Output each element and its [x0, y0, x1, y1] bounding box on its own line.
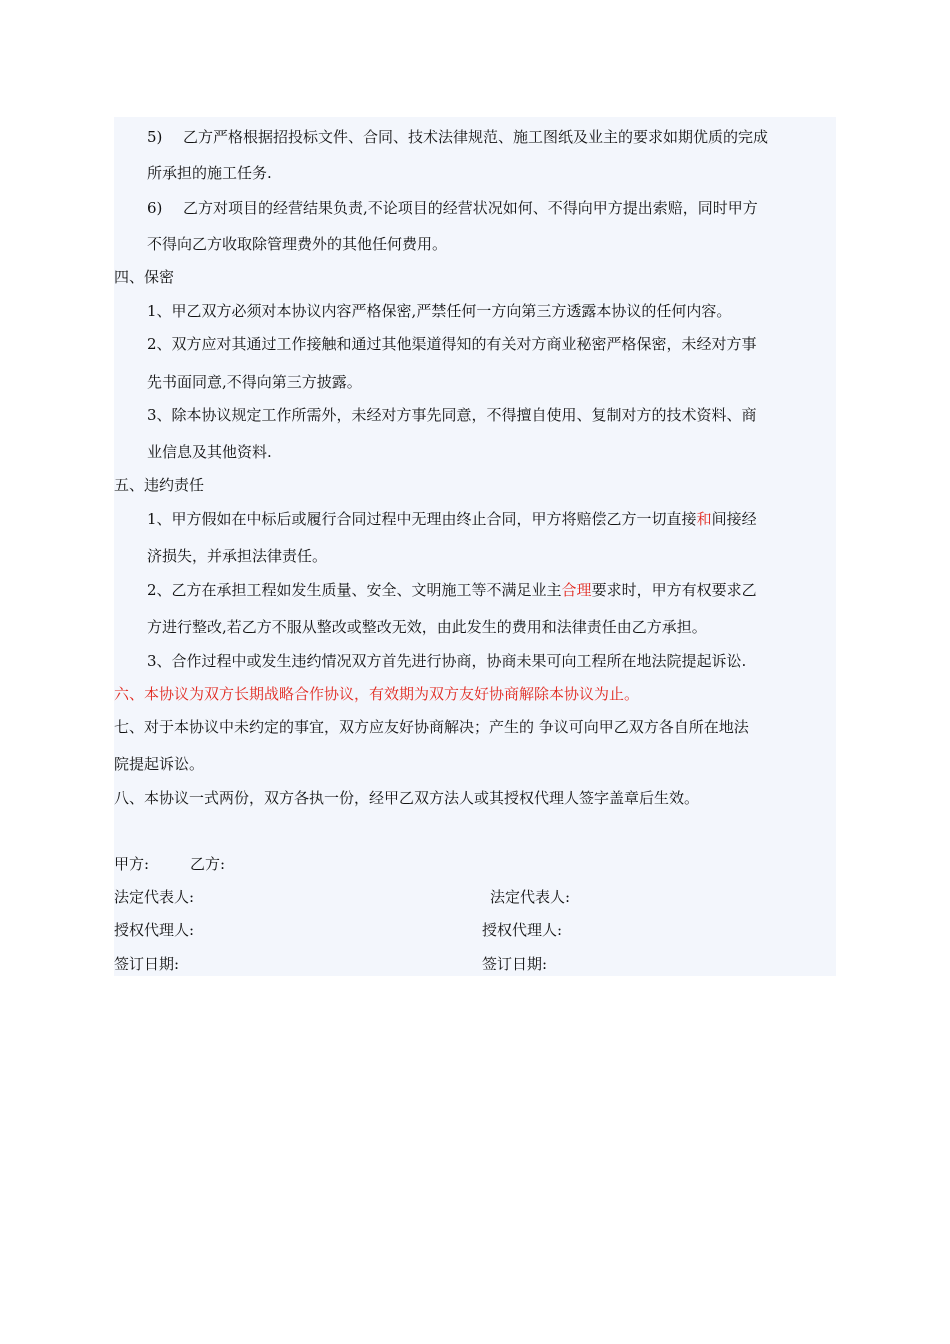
signing-date-b: 签订日期:: [482, 955, 548, 973]
section-heading-liability: 五、违约责任: [114, 476, 205, 494]
text-run: 间接经: [711, 510, 757, 528]
text-run: 2、乙方在承担工程如发生质量、安全、文明施工等不满足业主: [147, 581, 562, 599]
text-run: 要求时，甲方有权要求乙: [591, 581, 757, 599]
authorized-agent-b: 授权代理人:: [482, 921, 563, 939]
list-marker-5: 5): [147, 128, 163, 146]
section-six-validity: 六、本协议为双方长期战略合作协议，有效期为双方友好协商解除本协议为止。: [114, 685, 640, 703]
party-a-label: 甲方:: [114, 855, 150, 873]
section-seven-disputes: 七、对于本协议中未约定的事宜，双方应友好协商解决；产生的 争议可向甲乙双方各自所在地法: [114, 718, 749, 736]
paragraph-line: 所承担的施工任务.: [147, 164, 272, 182]
paragraph-line: 方进行整改,若乙方不服从整改或整改无效，由此发生的费用和法律责任由乙方承担。: [147, 618, 707, 636]
party-b-label: 乙方:: [190, 855, 226, 873]
paragraph-line: 不得向乙方收取除管理费外的其他任何费用。: [147, 235, 448, 253]
paragraph-line: [147, 509, 757, 529]
signing-date-a: 签订日期:: [114, 955, 180, 973]
highlighted-text: 合理: [561, 581, 592, 599]
highlighted-text: 和: [696, 510, 712, 528]
section-eight-copies: 八、本协议一式两份，双方各执一份，经甲乙双方法人或其授权代理人签字盖章后生效。: [114, 789, 700, 807]
paragraph-line: 乙方对项目的经营结果负责,不论项目的经营状况如何、不得向甲方提出索赔，同时甲方: [183, 199, 758, 217]
legal-representative-b: 法定代表人:: [490, 888, 571, 906]
paragraph-line: 业信息及其他资料.: [147, 443, 272, 461]
text-run: 1、甲方假如在中标后或履行合同过程中无理由终止合同，甲方将赔偿乙方一切直接: [147, 510, 697, 528]
section-heading-confidentiality: 四、保密: [114, 268, 175, 286]
paragraph-line: 3、合作过程中或发生违约情况双方首先进行协商，协商未果可向工程所在地法院提起诉讼.: [147, 652, 747, 670]
paragraph-line: 院提起诉讼。: [114, 755, 205, 773]
paragraph-line: 3、除本协议规定工作所需外，未经对方事先同意，不得擅自使用、复制对方的技术资料、商: [147, 406, 757, 424]
paragraph-line: [147, 580, 757, 600]
legal-representative-a: 法定代表人:: [114, 888, 195, 906]
paragraph-line: 1、甲乙双方必须对本协议内容严格保密,严禁任何一方向第三方透露本协议的任何内容。: [147, 302, 732, 320]
paragraph-line: 济损失，并承担法律责任。: [147, 547, 328, 565]
authorized-agent-a: 授权代理人:: [114, 921, 195, 939]
paragraph-line: 乙方严格根据招投标文件、合同、技术法律规范、施工图纸及业主的要求如期优质的完成: [183, 128, 769, 146]
paragraph-line: 2、双方应对其通过工作接触和通过其他渠道得知的有关对方商业秘密严格保密，未经对方事: [147, 335, 757, 353]
list-marker-6: 6): [147, 199, 163, 217]
paragraph-line: 先书面同意,不得向第三方披露。: [147, 373, 362, 391]
